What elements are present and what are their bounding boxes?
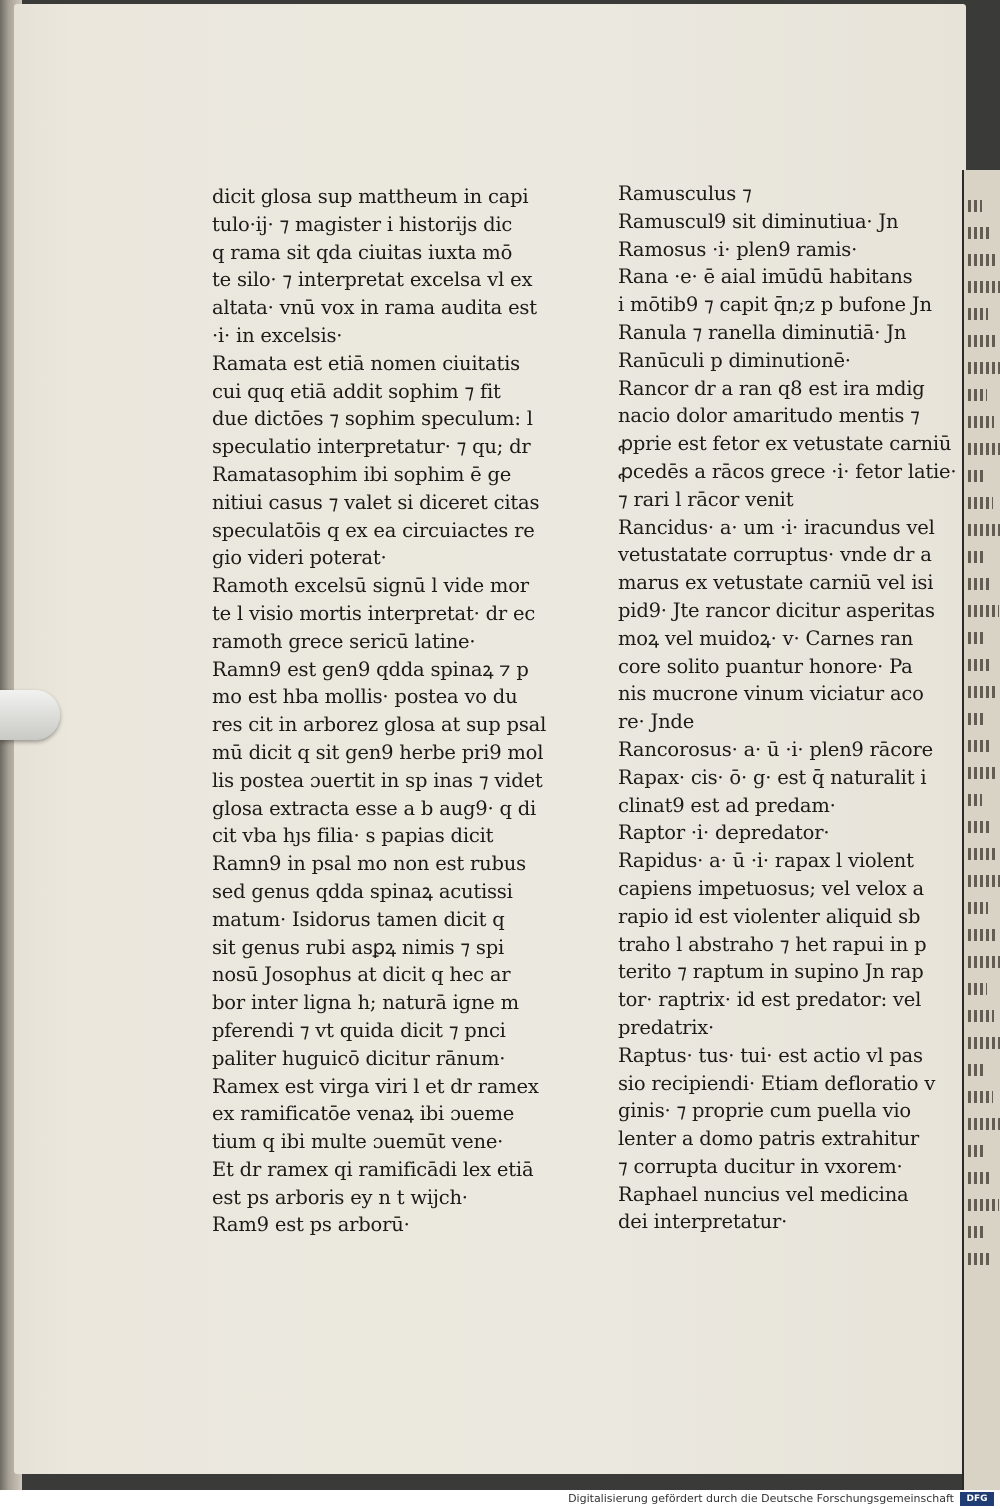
facing-page-glyphs: [968, 1145, 985, 1157]
facing-page-glyphs: [968, 389, 987, 401]
text-line: ginis· ⁊ proprie cum puella vio: [618, 1099, 911, 1123]
text-line: paliter huguicō dicitur rānum·: [212, 1046, 506, 1070]
facing-page-glyphs: [968, 632, 984, 644]
text-line: pid9· Jte rancor dicitur asperitas: [618, 598, 935, 622]
text-line: Rancorosus· a· ū ·i· plen9 rācore: [618, 737, 933, 761]
text-line: Rapidus· a· ū ·i· rapax l violent: [618, 849, 914, 873]
text-line: cit vba hȷs filia· s papias dicit: [212, 824, 494, 848]
text-line: Ramusculus ⁊: [618, 182, 752, 205]
facing-page-glyphs: [968, 362, 1000, 374]
text-line: mū dicit q sit gen9 herbe pri9 mol: [212, 740, 544, 764]
text-line: i mōtib9 ⁊ capit q̄n;z p bufone Jn: [618, 293, 932, 317]
facing-page-glyphs: [968, 983, 987, 995]
text-line: clinat9 est ad predam·: [618, 793, 836, 817]
text-line: capiens impetuosus; vel velox a: [618, 876, 924, 900]
text-line: Ramn9 in psal mo non est rubus: [212, 852, 526, 876]
text-line: terito ⁊ raptum in supino Jn rap: [618, 960, 924, 984]
text-line: marus ex vetustate carniū vel isi: [618, 571, 934, 595]
text-line: moꝝ vel muidoꝝ· v· Carnes ran: [618, 626, 914, 650]
text-line: cui quq etiā addit sophim ⁊ fit: [212, 379, 501, 403]
facing-page-glyphs: [968, 659, 991, 671]
facing-page-glyphs: [968, 821, 989, 833]
text-line: Raptus· tus· tui· est actio vl pas: [618, 1043, 923, 1067]
facing-page-glyphs: [968, 605, 999, 617]
facing-page-glyphs: [968, 200, 982, 212]
text-line: tor· raptrix· id est predator: vel: [618, 988, 922, 1012]
facing-page-glyphs: [968, 1172, 992, 1184]
facing-page-glyphs: [968, 497, 993, 509]
footer-bar: [0, 1490, 1000, 1509]
text-line: dicit glosa sup mattheum in capi: [212, 185, 529, 208]
text-line: tulo·ij· ⁊ magister i historijs dic: [212, 212, 513, 236]
text-line: sio recipiendi· Etiam defloratio v: [618, 1071, 936, 1095]
facing-page-glyphs: [968, 740, 990, 752]
text-line: ꝓcedēs a rācos grece ·i· fetor latie·: [618, 459, 957, 483]
left-text-column: [212, 183, 552, 1239]
text-line: gio videri poterat·: [212, 546, 387, 570]
facing-page-glyphs: [968, 227, 989, 239]
text-line: q rama sit qda ciuitas iuxta mō: [212, 240, 513, 264]
text-line: Raptor ·i· depredator·: [618, 821, 830, 845]
text-line: Rancor dr a ran q8 est ira mdig: [618, 376, 925, 400]
facing-page-edge: [962, 170, 1000, 1490]
text-line: te silo· ⁊ interpretat excelsa vl ex: [212, 268, 533, 292]
facing-page-glyphs: [968, 308, 988, 320]
text-line: speculatio interpretatur· ⁊ qu; dr: [212, 435, 531, 459]
text-line: te l visio mortis interpretat· dr ec: [212, 601, 536, 625]
text-line: Ramata est etiā nomen ciuitatis: [212, 351, 520, 375]
text-line: Ramn9 est gen9 qdda spinaꝝ ⁊ p: [212, 657, 529, 681]
facing-page-glyphs: [968, 929, 995, 941]
text-line: Ramosus ·i· plen9 ramis·: [618, 237, 858, 261]
facing-page-glyphs: [968, 335, 995, 347]
text-line: sed genus qdda spinaꝝ acutissi: [212, 879, 513, 903]
facing-page-glyphs: [968, 470, 986, 482]
text-line: ⁊ rari l rācor venit: [618, 487, 794, 511]
text-line: nitiui casus ⁊ valet si diceret citas: [212, 490, 540, 514]
facing-page-glyphs: [968, 551, 985, 563]
page-clip: [0, 690, 60, 740]
text-line: dei interpretatur·: [618, 1210, 788, 1234]
facing-page-glyphs: [968, 767, 997, 779]
text-line: Raphael nuncius vel medicina: [618, 1182, 909, 1206]
text-line: glosa extracta esse a b aug9· q di: [212, 796, 537, 820]
facing-page-glyphs: [968, 578, 992, 590]
text-line: ·i· in excelsis·: [212, 323, 343, 347]
text-line: nis mucrone vinum viciatur aco: [618, 682, 924, 706]
facing-page-glyphs: [968, 1064, 986, 1076]
text-line: Rana ·e· ē aial imūdū habitans: [618, 265, 913, 289]
facing-page-glyphs: [968, 1118, 1000, 1130]
text-line: Ramuscul9 sit diminutiua· Jn: [618, 209, 899, 233]
text-line: ramoth grece sericū latine·: [212, 629, 476, 653]
text-line: Ranūculi p diminutionē·: [618, 348, 851, 372]
text-line: Et dr ramex qi ramificādi lex etiā: [212, 1157, 534, 1181]
text-line: lis postea ɔuertit in sp inas ⁊ videt: [212, 768, 543, 792]
text-line: re· Jnde: [618, 710, 695, 734]
text-line: mo est hba mollis· postea vo du: [212, 685, 518, 709]
text-line: predatrix·: [618, 1015, 715, 1039]
text-line: sit genus rubi asꝑꝝ nimis ⁊ spi: [212, 935, 505, 959]
facing-page-glyphs: [968, 875, 1000, 887]
text-line: est ps arboris ey n t wijch·: [212, 1185, 468, 1209]
text-line: ⁊ corrupta ducitur in vxorem·: [618, 1154, 903, 1178]
text-line: Rancidus· a· um ·i· iracundus vel: [618, 515, 935, 539]
text-line: ex ramificatōe venaꝝ ibi ɔueme: [212, 1102, 515, 1126]
facing-page-glyphs: [968, 443, 1000, 455]
text-line: Ramatasophim ibi sophim ē ge: [212, 462, 512, 486]
text-line: ꝓprie est fetor ex vetustate carniū: [618, 432, 952, 456]
right-text-column: [618, 180, 957, 1236]
text-line: vetustatate corruptus· vnde dr a: [618, 543, 932, 567]
text-line: Rapax· cis· ō· g· est q̄ naturalit i: [618, 765, 927, 789]
dfg-logo: DFG: [960, 1492, 994, 1506]
text-line: speculatōis q ex ea circuiactes re: [212, 518, 535, 542]
text-line: traho l abstraho ⁊ het rapui in p: [618, 932, 927, 956]
facing-page-glyphs: [968, 848, 996, 860]
text-line: bor inter ligna h; naturā igne m: [212, 991, 519, 1015]
text-line: Ram9 est ps arborū·: [212, 1213, 410, 1237]
facing-page-glyphs: [968, 416, 994, 428]
text-line: tium q ibi multe ɔuemūt vene·: [212, 1130, 504, 1154]
text-line: pferendi ⁊ vt quida dicit ⁊ pnci: [212, 1018, 506, 1042]
facing-page-glyphs: [968, 794, 982, 806]
facing-page-glyphs: [968, 1037, 1000, 1049]
text-line: lenter a domo patris extrahitur: [618, 1127, 920, 1151]
facing-page-glyphs: [968, 1199, 999, 1211]
text-line: Ranula ⁊ ranella diminutiā· Jn: [618, 320, 907, 344]
facing-page-glyphs: [968, 713, 983, 725]
facing-page-glyphs: [968, 1226, 984, 1238]
text-line: matum· Isidorus tamen dicit q: [212, 907, 505, 931]
facing-page-glyphs: [968, 1010, 994, 1022]
text-line: rapio id est violenter aliquid sb: [618, 904, 921, 928]
facing-page-glyphs: [968, 902, 988, 914]
facing-page-glyphs: [968, 686, 998, 698]
text-line: nosū Josophus at dicit q hec ar: [212, 963, 511, 987]
facing-page-glyphs: [968, 281, 1000, 293]
text-line: res cit in arborez glosa at sup psal: [212, 713, 547, 737]
text-line: Ramoth excelsū signū l vide mor: [212, 574, 529, 598]
text-line: due dictōes ⁊ sophim speculum: l: [212, 407, 533, 431]
text-line: core solito puantur honore· Pa: [618, 654, 913, 678]
facing-page-glyphs: [968, 524, 1000, 536]
text-line: nacio dolor amaritudo mentis ⁊: [618, 404, 920, 428]
funding-credit: Digitalisierung gefördert durch die Deutsche Forschungsgemeinschaft: [568, 1492, 954, 1505]
facing-page-glyphs: [968, 956, 1000, 968]
text-line: altata· vnū vox in rama audita est: [212, 296, 537, 320]
facing-page-glyphs: [968, 1253, 991, 1265]
facing-page-glyphs: [968, 254, 996, 266]
text-line: Ramex est virga viri l et dr ramex: [212, 1074, 539, 1098]
facing-page-glyphs: [968, 1091, 993, 1103]
